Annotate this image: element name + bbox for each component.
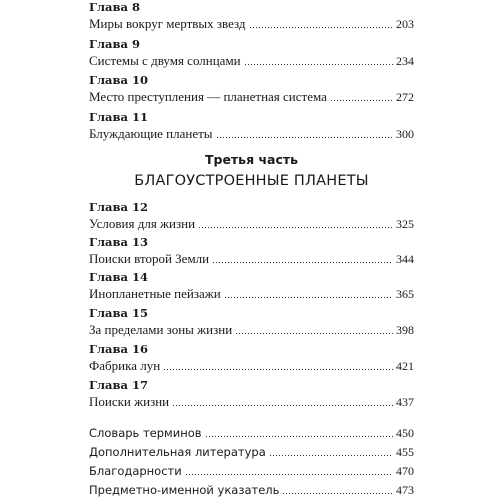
dot-leader — [330, 100, 393, 101]
toc-entry[interactable] — [89, 394, 414, 410]
dot-leader — [224, 297, 393, 298]
chapter-title: Условия для жизни — [89, 216, 196, 231]
entry-title: Дополнительная литература — [89, 445, 266, 459]
dot-leader — [216, 137, 393, 138]
page-number: 234 — [396, 54, 414, 68]
chapter-label: Глава 13 — [89, 235, 148, 249]
table-of-contents — [89, 0, 414, 500]
dot-leader — [235, 333, 393, 334]
page-number: 344 — [396, 252, 414, 266]
chapter-label: Глава 10 — [89, 73, 148, 87]
page-number: 398 — [396, 323, 414, 337]
dot-leader — [212, 262, 393, 263]
dot-leader — [163, 369, 393, 370]
entry-title: Предметно-именной указатель — [89, 483, 280, 497]
dot-leader — [205, 436, 393, 437]
chapter-14 — [89, 270, 414, 302]
toc-entry[interactable] — [89, 322, 414, 338]
page-number: 325 — [396, 217, 414, 231]
chapter-label: Глава 14 — [89, 270, 148, 284]
chapter-label: Глава 17 — [89, 378, 148, 392]
chapter-label: Глава 9 — [89, 37, 140, 51]
chapter-8 — [89, 0, 414, 32]
toc-entry-index[interactable] — [89, 483, 414, 498]
chapter-title: Миры вокруг мертвых звезд — [89, 16, 246, 31]
page-number: 365 — [396, 287, 414, 301]
page-number: 455 — [396, 445, 414, 459]
chapter-11 — [89, 110, 414, 142]
toc-entry[interactable] — [89, 216, 414, 232]
dot-leader — [282, 493, 393, 494]
chapter-17 — [89, 378, 414, 410]
chapter-10 — [89, 73, 414, 105]
dot-leader — [172, 405, 393, 406]
chapter-9 — [89, 37, 414, 69]
toc-entry[interactable] — [89, 53, 414, 69]
chapter-label: Глава 16 — [89, 342, 148, 356]
page-number: 450 — [396, 426, 414, 440]
chapter-title: Инопланетные пейзажи — [89, 286, 221, 301]
part-title: БЛАГОУСТРОЕННЫЕ ПЛАНЕТЫ — [134, 173, 369, 189]
dot-leader — [249, 27, 393, 28]
chapter-title: Место преступления — планетная система — [89, 89, 327, 104]
page-number: 421 — [396, 359, 414, 373]
toc-entry-acknowledgements[interactable] — [89, 464, 414, 479]
toc-entry[interactable] — [89, 89, 414, 105]
toc-entry-further-reading[interactable] — [89, 445, 414, 460]
chapter-label: Глава 8 — [89, 0, 140, 14]
toc-entry[interactable] — [89, 251, 414, 267]
dot-leader — [244, 64, 393, 65]
part-label: Третья часть — [204, 152, 299, 167]
chapter-title: Поиски жизни — [89, 394, 170, 409]
toc-entry[interactable] — [89, 16, 414, 32]
toc-entry-glossary[interactable] — [89, 426, 414, 441]
dot-leader — [269, 455, 393, 456]
chapter-title: Блуждающие планеты — [89, 126, 213, 141]
toc-entry[interactable] — [89, 126, 414, 142]
page-number: 437 — [396, 395, 414, 409]
chapter-label: Глава 11 — [89, 110, 148, 124]
dot-leader — [185, 474, 393, 475]
chapter-label: Глава 12 — [89, 200, 148, 214]
toc-entry[interactable] — [89, 358, 414, 374]
chapter-12 — [89, 200, 414, 232]
page-number: 473 — [396, 483, 414, 497]
dot-leader — [198, 227, 393, 228]
page-number: 203 — [396, 17, 414, 31]
toc-entry[interactable] — [89, 286, 414, 302]
chapter-15 — [89, 306, 414, 338]
chapter-label: Глава 15 — [89, 306, 148, 320]
chapter-title: Системы с двумя солнцами — [89, 53, 241, 68]
chapter-16 — [89, 342, 414, 374]
chapter-title: Поиски второй Земли — [89, 251, 210, 266]
entry-title: Благодарности — [89, 464, 182, 478]
page-number: 300 — [396, 127, 414, 141]
chapter-title: Фабрика лун — [89, 358, 161, 373]
page-number: 470 — [396, 464, 414, 478]
chapter-13 — [89, 235, 414, 267]
entry-title: Словарь терминов — [89, 426, 202, 440]
chapter-title: За пределами зоны жизни — [89, 322, 233, 337]
page-number: 272 — [396, 90, 414, 104]
